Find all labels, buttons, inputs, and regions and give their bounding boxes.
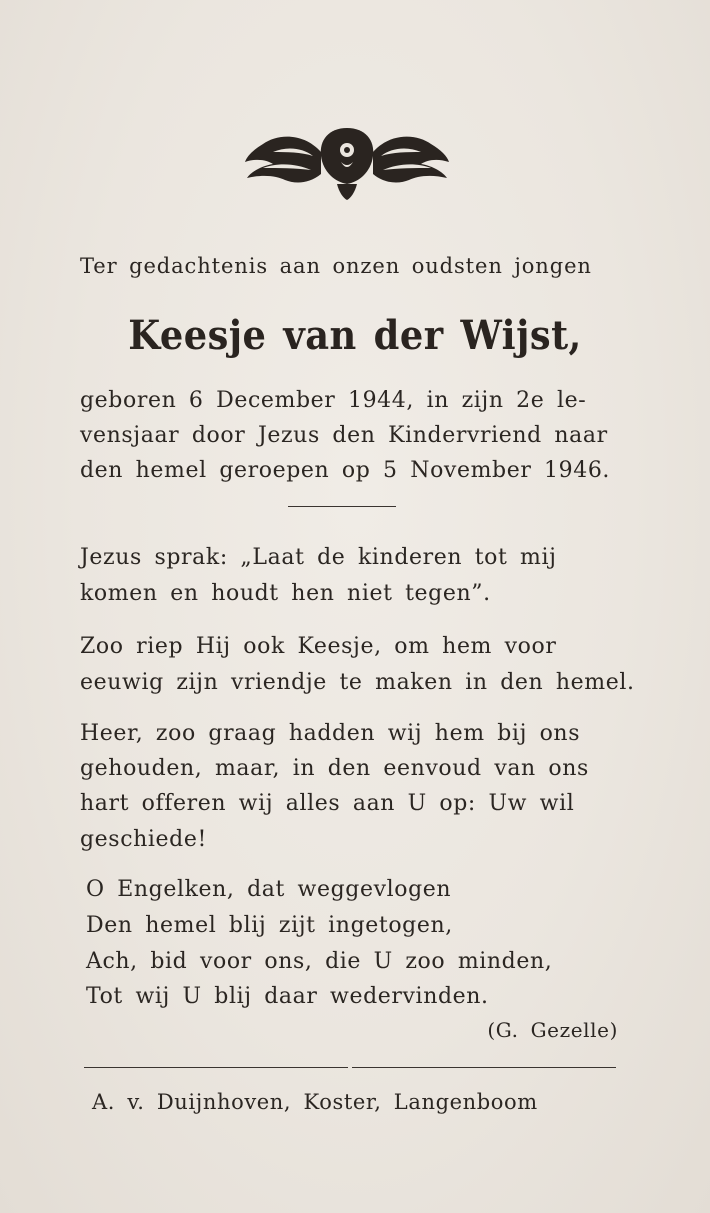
paragraph2-line-1: Zoo riep Hij ook Keesje, om hem voor xyxy=(80,634,557,659)
poem-attribution: (G. Gezelle) xyxy=(487,1018,618,1042)
winged-cherub-ornament xyxy=(243,122,451,204)
paragraph1-line-2: komen en houdt hen niet tegen”. xyxy=(80,581,491,606)
deceased-name: Keesje van der Wijst, xyxy=(128,312,582,359)
poem-line-1: O Engelken, dat weggevlogen xyxy=(86,877,452,902)
birth-line-1: geboren 6 December 1944, in zijn 2e le- xyxy=(80,388,587,413)
poem-line-2: Den hemel blij zijt ingetogen, xyxy=(86,913,453,938)
printer-credit: A. v. Duijnhoven, Koster, Langenboom xyxy=(92,1090,538,1114)
divider-footer-left xyxy=(84,1067,348,1068)
poem-line-3: Ach, bid voor ons, die U zoo minden, xyxy=(86,949,553,974)
poem-line-4: Tot wij U blij daar wedervinden. xyxy=(86,984,489,1009)
paragraph3-line-2: gehouden, maar, in den eenvoud van ons xyxy=(80,756,589,781)
divider-short xyxy=(288,506,396,507)
paragraph1-line-1: Jezus sprak: „Laat de kinderen tot mij xyxy=(80,545,557,570)
paragraph3-line-3: hart offeren wij alles aan U op: Uw wil xyxy=(80,791,575,816)
birth-line-2: vensjaar door Jezus den Kindervriend naar xyxy=(80,423,608,448)
paragraph3-line-4: geschiede! xyxy=(80,827,207,852)
paragraph3-line-1: Heer, zoo graag hadden wij hem bij ons xyxy=(80,721,581,746)
intro-line: Ter gedachtenis aan onzen oudsten jongen xyxy=(80,254,592,278)
paragraph2-line-2: eeuwig zijn vriendje te maken in den hemel. xyxy=(80,670,635,695)
divider-footer-right xyxy=(352,1067,616,1068)
birth-line-3: den hemel geroepen op 5 November 1946. xyxy=(80,458,611,483)
